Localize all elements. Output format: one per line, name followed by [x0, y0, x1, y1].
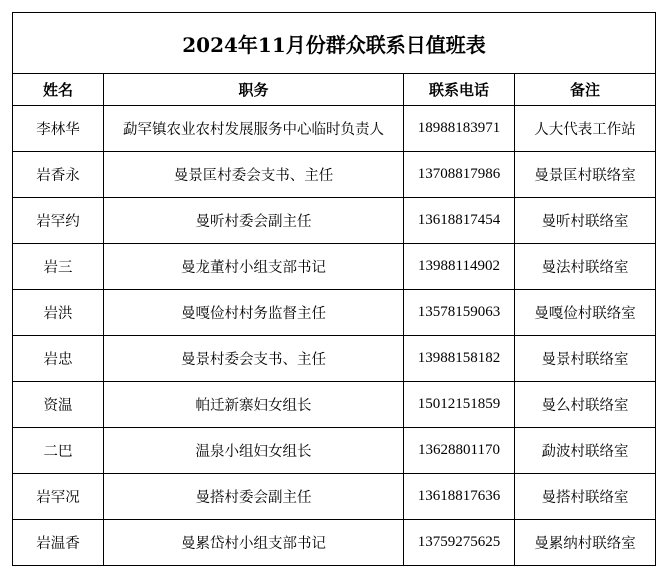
- cell-remark: 曼嘎俭村联络室: [515, 290, 656, 336]
- cell-phone: 18988183971: [404, 106, 515, 152]
- cell-phone: 13618817454: [404, 198, 515, 244]
- cell-name: 岩洪: [13, 290, 104, 336]
- cell-position: 曼景匡村委会支书、主任: [104, 152, 404, 198]
- cell-name: 岩香永: [13, 152, 104, 198]
- header-row: [13, 74, 656, 106]
- cell-remark: 曼搭村联络室: [515, 474, 656, 520]
- cell-position: 曼听村委会副主任: [104, 198, 404, 244]
- table-row: [13, 244, 656, 290]
- header-position: 职务: [104, 74, 404, 106]
- cell-phone: 13578159063: [404, 290, 515, 336]
- header-remark: 备注: [515, 74, 656, 106]
- table-row: [13, 382, 656, 428]
- cell-phone: 13618817636: [404, 474, 515, 520]
- cell-position: 曼龙董村小组支部书记: [104, 244, 404, 290]
- duty-roster-table: [12, 12, 656, 566]
- cell-remark: 曼么村联络室: [515, 382, 656, 428]
- cell-name: 岩罕况: [13, 474, 104, 520]
- cell-phone: 13628801170: [404, 428, 515, 474]
- header-name: 姓名: [13, 74, 104, 106]
- cell-remark: 曼景匡村联络室: [515, 152, 656, 198]
- cell-position: 帕迁新寨妇女组长: [104, 382, 404, 428]
- table-title: 2024年11月份群众联系日值班表: [13, 13, 656, 74]
- cell-remark: 曼景村联络室: [515, 336, 656, 382]
- cell-name: 岩忠: [13, 336, 104, 382]
- cell-remark: 曼累纳村联络室: [515, 520, 656, 566]
- cell-phone: 13759275625: [404, 520, 515, 566]
- cell-remark: 曼法村联络室: [515, 244, 656, 290]
- cell-name: 二巴: [13, 428, 104, 474]
- table-row: [13, 152, 656, 198]
- cell-remark: 勐波村联络室: [515, 428, 656, 474]
- cell-position: 曼景村委会支书、主任: [104, 336, 404, 382]
- cell-name: 李林华: [13, 106, 104, 152]
- cell-phone: 13708817986: [404, 152, 515, 198]
- cell-position: 曼搭村委会副主任: [104, 474, 404, 520]
- table-row: [13, 336, 656, 382]
- header-phone: 联系电话: [404, 74, 515, 106]
- cell-phone: 13988158182: [404, 336, 515, 382]
- table-row: [13, 474, 656, 520]
- cell-position: 曼累岱村小组支部书记: [104, 520, 404, 566]
- table-row: [13, 520, 656, 566]
- title-row: [13, 13, 656, 74]
- cell-name: 岩三: [13, 244, 104, 290]
- table-row: [13, 428, 656, 474]
- cell-remark: 人大代表工作站: [515, 106, 656, 152]
- cell-position: 勐罕镇农业农村发展服务中心临时负责人: [104, 106, 404, 152]
- cell-name: 资温: [13, 382, 104, 428]
- table-row: [13, 198, 656, 244]
- cell-phone: 13988114902: [404, 244, 515, 290]
- table-row: [13, 290, 656, 336]
- cell-remark: 曼听村联络室: [515, 198, 656, 244]
- cell-name: 岩罕约: [13, 198, 104, 244]
- cell-position: 曼嘎俭村村务监督主任: [104, 290, 404, 336]
- cell-phone: 15012151859: [404, 382, 515, 428]
- cell-name: 岩温香: [13, 520, 104, 566]
- cell-position: 温泉小组妇女组长: [104, 428, 404, 474]
- table-row: [13, 106, 656, 152]
